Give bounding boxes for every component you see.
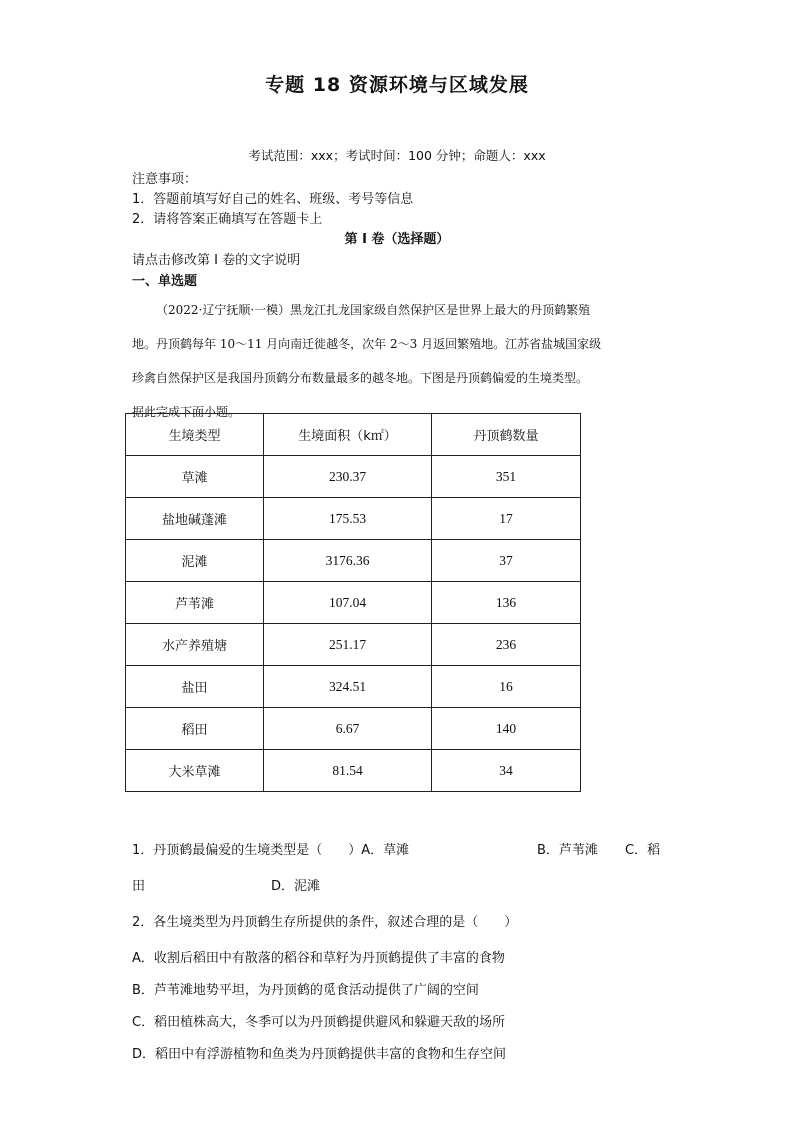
table-cell: 175.53: [264, 498, 432, 540]
table-cell: 芦苇滩: [126, 582, 264, 624]
question-1-option-c-cont: 田: [132, 879, 146, 894]
table-cell: 107.04: [264, 582, 432, 624]
question-2-option-d: D．稻田中有浮游植物和鱼类为丹顶鹤提供丰富的食物和生存空间: [132, 1047, 507, 1062]
table-cell: 324.51: [264, 666, 432, 708]
table-cell: 16: [432, 666, 581, 708]
volume-note: 请点击修改第 I 卷的文字说明: [132, 253, 301, 268]
table-cell: 81.54: [264, 750, 432, 792]
table-row: [126, 456, 581, 498]
table-cell: 351: [432, 456, 581, 498]
table-row: [126, 666, 581, 708]
table-cell: 136: [432, 582, 581, 624]
question-1-option-b: B．芦苇滩: [537, 843, 598, 858]
table-row: [126, 498, 581, 540]
table-cell: 230.37: [264, 456, 432, 498]
table-row: [126, 708, 581, 750]
intro-line: 珍禽自然保护区是我国丹顶鹤分布数量最多的越冬地。下图是丹顶鹤偏爱的生境类型。: [132, 371, 589, 385]
section-title: 一、单选题: [132, 274, 198, 289]
question-1-option-c: C．稻: [625, 843, 661, 858]
table-cell: 水产养殖塘: [126, 624, 264, 666]
intro-line: 地。丹顶鹤每年 10～11 月向南迁徙越冬，次年 2～3 月返回繁殖地。江苏省盐城国家级: [132, 337, 602, 351]
page-title: 专题 18 资源环境与区域发展: [265, 74, 529, 96]
notice-heading: 注意事项：: [132, 172, 198, 187]
table-cell: 37: [432, 540, 581, 582]
intro-line: 据此完成下面小题。: [132, 405, 241, 419]
intro-paragraph: [132, 293, 672, 429]
table-row: [126, 750, 581, 792]
table-cell: 34: [432, 750, 581, 792]
table-cell: 251.17: [264, 624, 432, 666]
table-header-cell: 生境面积（k㎡）: [264, 414, 432, 456]
table-row: [126, 624, 581, 666]
table-header-row: [126, 414, 581, 456]
notice-item-1: 1．答题前填写好自己的姓名、班级、考号等信息: [132, 192, 414, 207]
table-cell: 盐田: [126, 666, 264, 708]
table-cell: 草滩: [126, 456, 264, 498]
question-1-option-d: D．泥滩: [271, 879, 321, 894]
table-cell: 140: [432, 708, 581, 750]
table-cell: 盐地碱蓬滩: [126, 498, 264, 540]
table-header-cell: 生境类型: [126, 414, 264, 456]
notice-item-2: 2．请将答案正确填写在答题卡上: [132, 212, 323, 227]
volume-title: 第 I 卷（选择题）: [344, 232, 450, 247]
question-2-option-b: B．芦苇滩地势平坦，为丹顶鹤的觅食活动提供了广阔的空间: [132, 983, 479, 998]
table-cell: 17: [432, 498, 581, 540]
question-2-option-c: C．稻田植株高大，冬季可以为丹顶鹤提供避风和躲避天敌的场所: [132, 1015, 506, 1030]
intro-line: （2022·辽宁抚顺·一模）黑龙江扎龙国家级自然保护区是世界上最大的丹顶鹤繁殖: [156, 303, 591, 317]
question-1-stem: 1．丹顶鹤最偏爱的生境类型是（ ）A．草滩: [132, 843, 410, 858]
exam-info: 考试范围：xxx；考试时间：100 分钟；命题人：xxx: [248, 148, 546, 163]
habitat-table: [125, 413, 581, 792]
table-cell: 3176.36: [264, 540, 432, 582]
table-cell: 大米草滩: [126, 750, 264, 792]
table-cell: 6.67: [264, 708, 432, 750]
table-cell: 稻田: [126, 708, 264, 750]
table-row: [126, 540, 581, 582]
table-row: [126, 582, 581, 624]
question-2-option-a: A．收割后稻田中有散落的稻谷和草籽为丹顶鹤提供了丰富的食物: [132, 951, 505, 966]
table-cell: 236: [432, 624, 581, 666]
table-header-cell: 丹顶鹤数量: [432, 414, 581, 456]
table-cell: 泥滩: [126, 540, 264, 582]
question-2-stem: 2．各生境类型为丹顶鹤生存所提供的条件，叙述合理的是（ ）: [132, 915, 518, 930]
